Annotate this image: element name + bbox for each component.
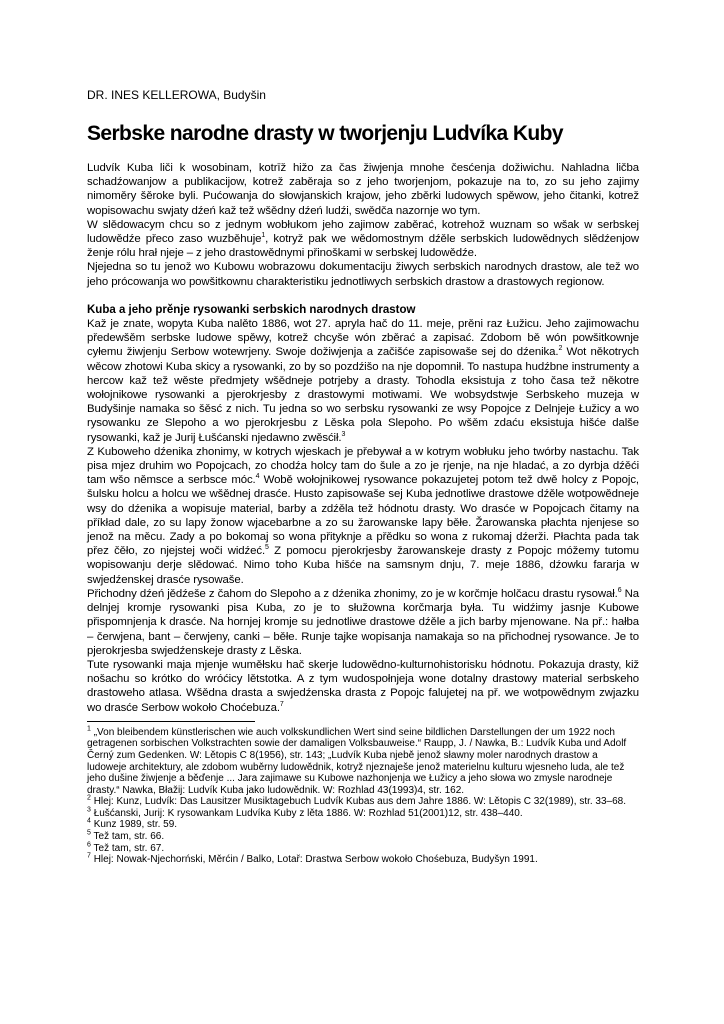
footnote-marker-5[interactable]: 5 (265, 544, 269, 552)
text-span: Přichodny dźeń jědźeše z čahom do Slepoho a z dźenika zhonimy, zo je w korčmje holčacu drastu rysował. (87, 587, 618, 600)
intro-paragraph-2 (87, 218, 639, 261)
footnote-number: 5 (87, 829, 91, 837)
footnote (87, 727, 639, 797)
text-span: Z pomocu pjerokrjesby žarowanskeje drasty z Popojc móžemy tutomu wopisowanju derje slědować. Nimo toho Kuba hišće na samsnym dnju, 7. meje 1886, dźowku fararja w swjedźenskej drasće rysowaše. (87, 545, 639, 586)
text-span: Na delnjej kromje rysowanki pisa Kuba, zo je to słužowna korčmarja była. Tu widźimy jasnje Kubowe přispomnjenja k drasće. Na hornjej kromje su jednotliwe drastowe dźěle a jich barby mjenowane. Na př.: hałba – čerwjena, bant – čerwjeny, canki – běłe. Runje tajke wopisanja namakaja so na přichodnej rysowance. Je to pjerokrjesba swjedźenskeje drasty z Lěska. (87, 587, 639, 657)
footnote-marker-1[interactable]: 1 (261, 232, 266, 240)
footnote (87, 796, 639, 808)
text-span: Wobě wołojnikowej rysowance pokazujetej potom tež dwě holcy z Popojc, šulsku holcu a holcu we wšědnej drasće. Husto zapisowaše sej Kuba jednotliwe drastowe dźěle wotpowědneje wsy do dźenika a wopisuje material, barby a zdźěla tež hódnotu drasty. Wo drasće w Popojcach čitamy na příkład dale, zo su lapy žonow wjacebarbne a zo su žarowanske lapy běłe. Žarowanska płachta njenjese so jenož na měcu. Zady a po bokomaj so wona přityknje a přědku so wona z rukomaj dźerži. Płachta pada tak přez čěło, zo njejstej woči widźeć. (87, 474, 639, 558)
footnote (87, 819, 639, 831)
text-span: Tute rysowanki maja mjenje wuměłsku hač skerje ludowědno-kulturnohistorisku hódnotu. Pokazuja drasty, kiž nošachu so krótko do wróćicy lětstotka. A z tym wudospołnjeja wone dotalny drastowy material serbskeho drastoweho atlasa. Wšědna drasta a swjedźenska drasta z Popojc falujetej na př. we wotpowědnym zwjazku wo drasće Serbow wokoło Choćebuza. (87, 658, 639, 714)
footnote-marker-3[interactable]: 3 (341, 430, 346, 438)
footnote-marker-2[interactable]: 2 (558, 345, 563, 353)
author-line: DR. INES KELLEROWA, Budyšin (87, 88, 266, 102)
footnote-number: 4 (87, 818, 91, 826)
footnote-text: Tež tam, str. 66. (93, 831, 165, 843)
footnote-marker-4[interactable]: 4 (255, 473, 260, 481)
section-heading: Kuba a jeho prěnje rysowanki serbskich narodnych drastow (87, 303, 416, 316)
footnote-text: Kunz 1989, str. 59. (93, 819, 178, 831)
text-span: Kaž je znate, wopyta Kuba nalěto 1886, wot 27. apryla hač do 11. meje, prěni raz Łužicu. Jeho zajimowachu předewšěm serbske ludowe spěwy, kotrež chcyše wón zběrać a zapisać. Zdobom bě wón powšitkownje cyłemu žiwjenju Serbow wotewrjeny. Swoje dožiwjenja a začišće zapisowaše sej do dźenika. (87, 318, 639, 359)
intro-paragraph-1: Ludvík Kuba liči k wosobinam, kotrīž hižo za čas žiwjenja mnohe česćenja dožiwichu. Nahladna ličba schadźowanjow a publikacijow, kotrež zaběraja so z jeho tworjenjom, pokazuje na to, zo su jeho zajimy nimoměry šěroke byli. Pućowanja do słowjanskich krajow, jeho zběrki ludowych spěwow, jeho čitanki, kotrež wopisowachu swjaty dźeń kaž tež wšědny dźeń ludźi, swědča nazornje wo tym. (87, 162, 639, 217)
text-span: W slědowacym chcu so z jednym wobłukom jeho zajimow zaběrać, kotrehož wuznam so wšak w serbskej ludowědźe přeco zaso wuzběhuje (87, 218, 639, 246)
footnotes (87, 727, 639, 866)
footnote-marker-6[interactable]: 6 (617, 587, 622, 595)
footnote-text: Hlej: Kunz, Ludvík: Das Lausitzer Musiktagebuch Ludvík Kubas aus dem Jahre 1886. W: Lětopis C 32(1989), str. 33–68. (93, 796, 627, 808)
footnote-marker-7[interactable]: 7 (279, 700, 284, 708)
section-paragraph-3 (87, 587, 639, 658)
section-paragraph-2 (87, 445, 639, 587)
footnote (87, 831, 639, 843)
text-span: , kotryž pak we wědomostnym dźěle serbskich ludowědnych slědźenjow ženje rólu hrał njeje – z jeho drastowědnymi přinoškami w serbskej ludowědźe. (87, 233, 639, 260)
footnote (87, 808, 639, 820)
footnote-text: Tež tam, str. 67. (93, 842, 165, 854)
footnote-text: Hlej: Nowak-Njechorński, Měrćin / Balko, Lotař: Drastwa Serbow wokoło Chośebuza, Budyšyn 1991. (93, 854, 538, 866)
text-span: Wot někotrych wěcow zhotowi Kuba skicy a rysowanki, zo by so pozdźišo na nje dopomnił. To nastupa hudźbne instrumenty a hercow kaž tež wěste předmjety wšědneje potrjeby a drasty. Tohodla eksistuja z toho časa tež někotre wołojnikowe rysowanki a pjerokrjesby z drastowymi motiwami. We wobsydstwje Serbskeho muzeja w Budyšinje namaka so šěsć z nich. Tu jedna so wo serbsku rysowanki ze wsy Popojce z Delnjeje Łužicy a wo rysowanku ze Slepoho a wo pjerokrjesbu z Lěska pola Slepoho. Po wšěm zdaću eksistuja hišće dalše rysowanki, kaž je Jurij Łušćanski njedawno zwěsćił. (87, 346, 639, 444)
footnote (87, 854, 639, 866)
footnote-number: 1 (87, 725, 91, 733)
section-paragraph-1 (87, 317, 639, 445)
footnote (87, 843, 639, 855)
page-title: Serbske narodne drasty w tworjenju Ludvíka Kuby (87, 122, 563, 145)
footnote-number: 7 (87, 852, 91, 860)
spacer (87, 289, 639, 303)
footnote-text: Łušćanski, Jurij: K rysowankam Ludvíka Kuby z lěta 1886. W: Rozhlad 51(2001)12, str. 438–440. (93, 807, 523, 819)
footnote-number: 3 (87, 806, 91, 814)
footnote-divider (87, 721, 255, 722)
section-paragraph-4 (87, 658, 639, 715)
intro-paragraph-3: Njejedna so tu jenož wo Kubowu wobrazowu dokumentaciju žiwych serbskich narodnych drastow, ale tež wo jeho prócowanja wo powšitkownu charakteristiku jednotliwych serbskich drastow a drastowych regionow. (87, 261, 639, 288)
document-page (87, 88, 639, 866)
footnote-text: „Von bleibendem künstlerischen wie auch volkskundlichen Wert sind seine bildlichen Darstellungen der um 1922 noch getragenen sorbischen Volkstrachten sowie der damaligen Volksbauweise.“ Raupp, J. / Nawka, B.: Ludvík Kuba und Adolf Černý zum Gedenken. W: Lětopis C 8(1956), str. 143; „Ludvík Kuba njebě jenož sławny moler narodnych drastow a ludoweje architektury, ale zdobom wuběrny ludowědnik, kotryž njeznaješe jenož materielnu kulturu wjesneho luda, ale tež jeho dušine žiwjenje a běďenje ... Jara zajimawe su Kubowe nazhonjenja we Łužicy a jeho słowa wo zmysle narodneje drasty.“ Nawka, Błažij: Ludvík Kuba jako ludowědnik. W: Rozhlad 43(1993)4, str. 162. (87, 726, 627, 796)
text-span: Z Kuboweho dźenika zhonimy, w kotrych wjeskach je přebywał a w kotrym wobłuku jeho twórby nastachu. Tak pisa mjez druhim wo Popojcach, zo chodźa holcy tam do šule a zo je rjenje, na nje hladać, a zo dyrbja dźěći tam wšo němsce a serbsce móc. (87, 445, 639, 487)
footnote-number: 2 (87, 794, 91, 802)
footnote-number: 6 (87, 841, 91, 849)
